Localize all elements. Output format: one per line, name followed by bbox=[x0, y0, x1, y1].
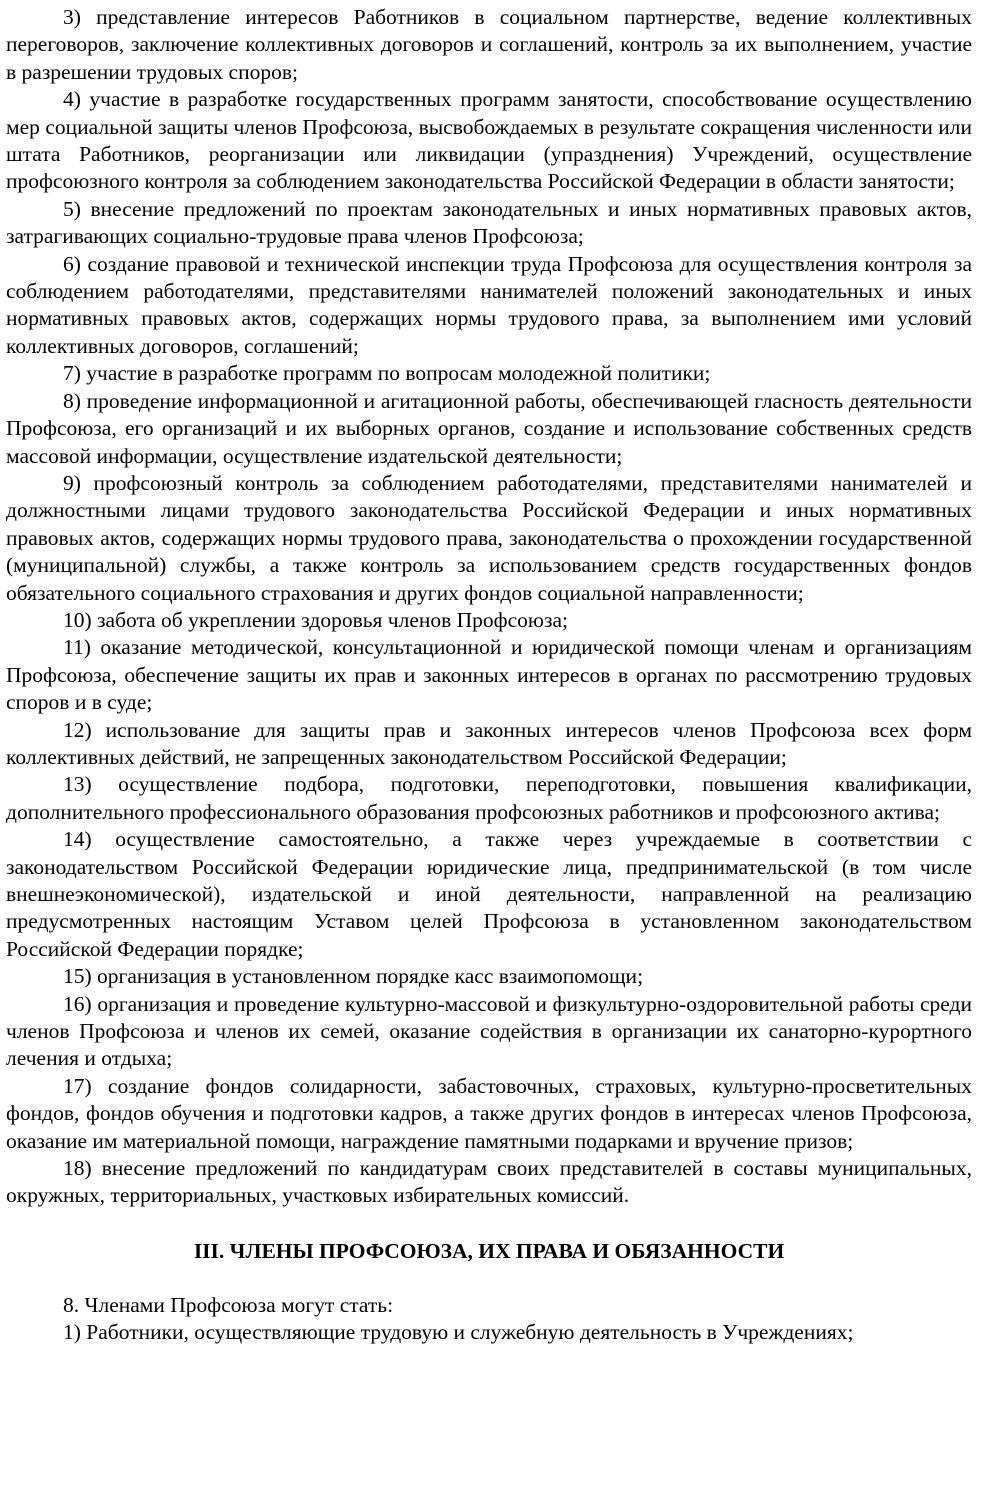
list-item-11: 11) оказание методической, консультационной и юридической помощи членам и организациям Профсоюза, обеспечение защиты их прав и законных интересов в органах по рассмотрению трудовых споров и в суде; bbox=[6, 635, 972, 715]
section-heading: III. ЧЛЕНЫ ПРОФСОЮЗА, ИХ ПРАВА И ОБЯЗАННОСТИ bbox=[193, 1238, 785, 1263]
list-item-7: 7) участие в разработке программ по вопросам молодежной политики; bbox=[63, 361, 711, 386]
clause-8-item-1: 1) Работники, осуществляющие трудовую и служебную деятельность в Учреждениях; bbox=[63, 1320, 854, 1345]
clause-8: 8. Членами Профсоюза могут стать: bbox=[63, 1292, 394, 1317]
list-item-12: 12) использование для защиты прав и законных интересов членов Профсоюза всех форм коллективных действий, не запрещенных законодательством Российской Федерации; bbox=[6, 717, 972, 769]
list-item-15: 15) организация в установленном порядке касс взаимопомощи; bbox=[63, 964, 644, 989]
list-item-3: 3) представление интересов Работников в социальном партнерстве, ведение коллективных переговоров, заключение коллективных договоров и соглашений, контроль за их выполнением, участие в разрешении трудовых споров; bbox=[6, 5, 972, 84]
list-item-6: 6) создание правовой и технической инспекции труда Профсоюза для осуществления контроля за соблюдением работодателями, представителями нанимателей положений законодательных и иных нормативных правовых актов, содержащих нормы трудового права, за выполнением ими условий коллективных договоров, соглашений; bbox=[6, 251, 972, 358]
list-item-14: 14) осуществление самостоятельно, а также через учреждаемые в соответствии с законодательством Российской Федерации юридические лица, предпринимательской (в том числе внешнеэкономической), издательской и иной деятельности, направленной на реализацию предусмотренных настоящим Уставом целей Профсоюза в установленном законодательством Российской Федерации порядке; bbox=[6, 827, 972, 961]
list-item-10: 10) забота об укреплении здоровья членов Профсоюза; bbox=[63, 607, 568, 632]
list-item-8: 8) проведение информационной и агитационной работы, обеспечивающей гласность деятельности Профсоюза, его организаций и их выборных органов, создание и использование собственных средств массовой информации, осуществление издательской деятельности; bbox=[6, 388, 972, 468]
list-item-18: 18) внесение предложений по кандидатурам своих представителей в составы муниципальных, окружных, территориальных, участковых избирательных комиссий. bbox=[6, 1156, 972, 1208]
list-item-9: 9) профсоюзный контроль за соблюдением работодателями, представителями нанимателей и должностными лицами трудового законодательства Российской Федерации и иных нормативных правовых актов, содержащих нормы трудового права, законодательства о прохождении государственной (муниципальной) службы, а также контроль за использованием средств государственных фондов обязательного социального страхования и других фондов социальной направленности; bbox=[6, 470, 972, 605]
list-item-4: 4) участие в разработке государственных программ занятости, способствование осуществлению мер социальной защиты членов Профсоюза, высвобождаемых в результате сокращения численности или штата Работников, реорганизации или ликвидации (упразднения) Учреждений, осуществление профсоюзного контроля за соблюдением законодательства Российской Федерации в области занятости; bbox=[6, 87, 972, 194]
list-item-5: 5) внесение предложений по проектам законодательных и иных нормативных правовых актов, затрагивающих социально-трудовые права членов Профсоюза; bbox=[6, 196, 972, 249]
list-item-17: 17) создание фондов солидарности, забастовочных, страховых, культурно-просветительных фондов, фондов обучения и подготовки кадров, а также других фондов в интересах членов Профсоюза, оказание им материальной помощи, награждение памятными подарками и вручение призов; bbox=[6, 1073, 972, 1153]
list-item-16: 16) организация и проведение культурно-массовой и физкультурно-оздоровительной работы среди членов Профсоюза и членов их семей, оказание содействия в организации их санаторно-курортного лечения и отдыха; bbox=[6, 991, 972, 1071]
list-item-13: 13) осуществление подбора, подготовки, переподготовки, повышения квалификации, дополнительного профессионального образования профсоюзных работников и профсоюзного актива; bbox=[6, 772, 972, 824]
